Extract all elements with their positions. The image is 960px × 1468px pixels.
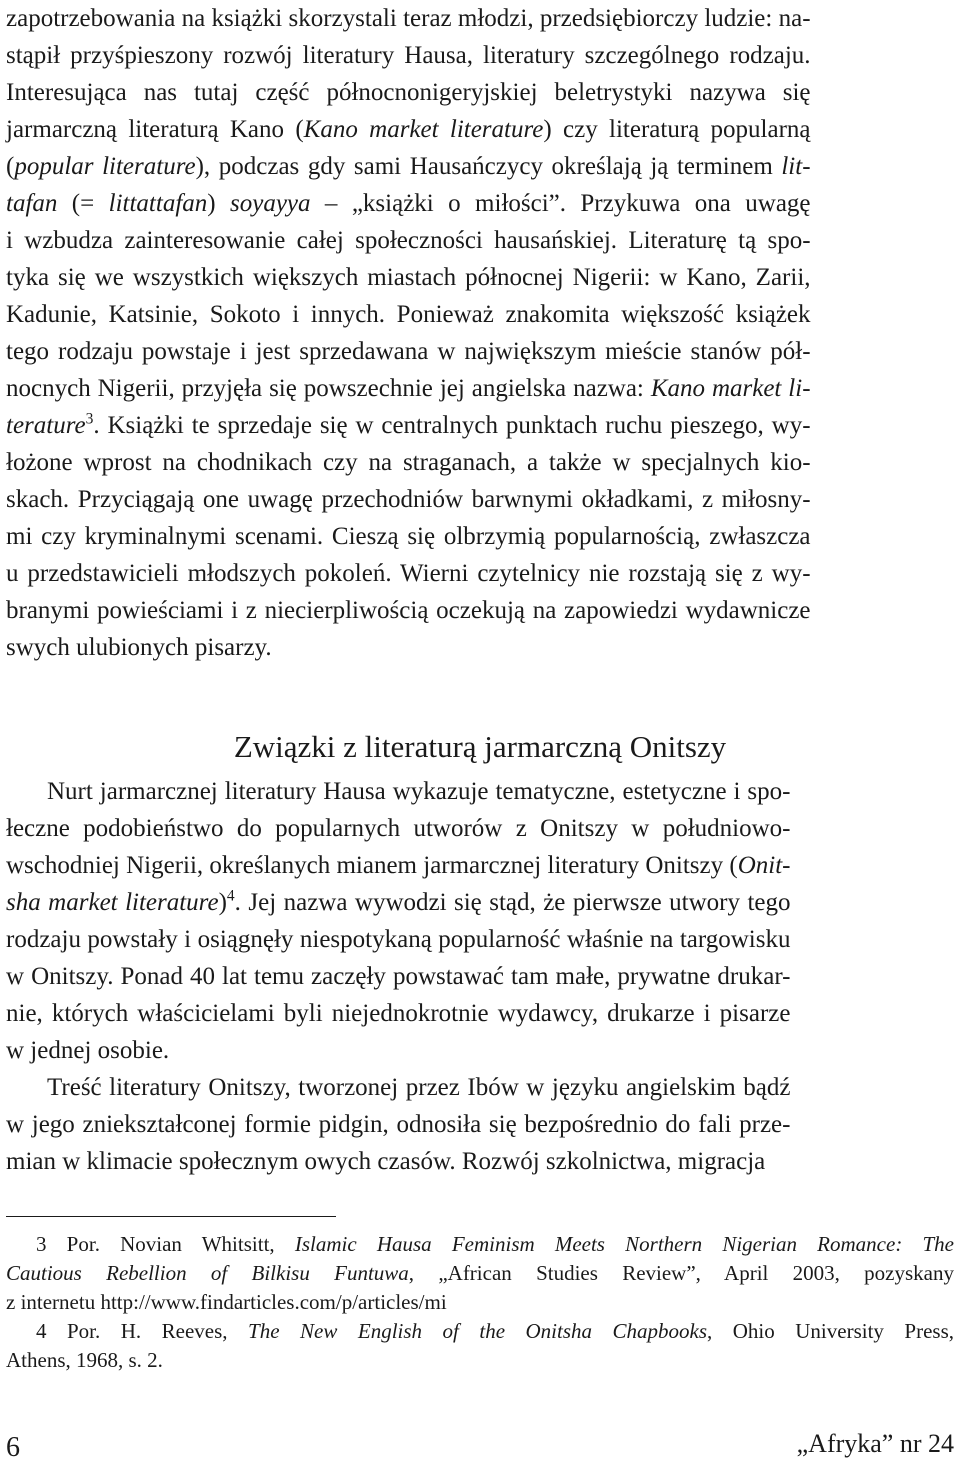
section-heading: Związki z literaturą jarmarczną Onitszy: [233, 729, 727, 764]
text-line: u przedstawicieli młodszych pokoleń. Wierni czytelnicy nie rozstają się z wy-: [6, 560, 811, 587]
text-line: jarmarczną literaturą Kano (Kano market literature) czy literaturą popularną: [6, 116, 811, 143]
text-line: mi czy kryminalnymi scenami. Cieszą się olbrzymią popularnością, zwłaszcza: [6, 523, 811, 550]
text-line: i wzbudza zainteresowanie całej społeczności hausańskiej. Literaturę tą spo-: [6, 227, 811, 254]
text-line: nie, których właścicielami byli niejednokrotnie wydawcy, drukarze i pisarze: [6, 1000, 791, 1027]
footnote-reference: 4: [226, 887, 235, 905]
text-line: skach. Przyciągają one uwagę przechodniów barwnymi okładkami, z miłosny-: [6, 486, 811, 513]
paragraph-top: [6, 0, 811, 666]
footnote: [6, 1230, 954, 1317]
italic-span: The New English of the Onitsha Chapbooks: [248, 1319, 708, 1343]
paragraph-2: [6, 1069, 790, 1180]
italic-span: Cautious Rebellion of Bilkisu Funtuwa: [6, 1261, 409, 1285]
text-line: Kadunie, Katsinie, Sokoto i innych. Ponieważ znakomita większość książek: [6, 301, 811, 328]
italic-span: littattafan: [108, 190, 208, 217]
italic-span: Islamic Hausa Feminism Meets Northern Nigerian Romance: The: [294, 1232, 954, 1256]
italic-span: Kano market literature: [303, 116, 544, 143]
text-line: wschodniej Nigerii, określanych mianem jarmarcznej literatury Onitszy (Onit-: [6, 852, 791, 879]
italic-span: soyayya: [230, 190, 311, 217]
text-line: stąpił przyśpieszony rozwój literatury Hausa, literatury szczególnego rodzaju.: [6, 42, 811, 69]
footnote: [6, 1317, 954, 1375]
text-line: branymi powieściami i z niecierpliwością oczekują na zapowiedzi wydawnicze: [6, 597, 811, 624]
italic-span: Onit-: [737, 852, 791, 879]
text-line: nocnych Nigerii, przyjęła się powszechnie jej angielska nazwa: Kano market li-: [6, 375, 811, 402]
footnote-number: 4: [36, 1319, 47, 1343]
text-line: tafan (= littattafan) soyayya – „książki o miłości”. Przykuwa ona uwagę: [6, 190, 811, 217]
text-line: tyka się we wszystkich większych miastach północnej Nigerii: w Kano, Zarii,: [6, 264, 811, 291]
text-line: w Onitszy. Ponad 40 lat temu zaczęły powstawać tam małe, prywatne drukar-: [6, 963, 791, 990]
footnote-line: Cautious Rebellion of Bilkisu Funtuwa, „African Studies Review”, April 2003, pozyskany: [6, 1261, 954, 1285]
footnotes: [6, 1230, 954, 1375]
text-line: Interesująca nas tutaj część północnonigeryjskiej beletrystyki nazywa się: [6, 79, 811, 106]
text-line: sha market literature)$^4$. Jej nazwa wywodzi się stąd, że pierwsze utwory tego: [6, 887, 791, 916]
footnote-line: 4 Por. H. Reeves, The New English of the Onitsha Chapbooks, Ohio University Press,: [6, 1317, 954, 1346]
text-line: łeczne podobieństwo do popularnych utworów z Onitszy w południowo-: [6, 815, 791, 842]
section-body: [6, 773, 790, 1180]
italic-span: tafan: [6, 190, 58, 217]
text-line: w jednej osobie.: [6, 1037, 170, 1064]
footnote-number: 3: [36, 1232, 47, 1256]
footnote-reference: 3: [85, 410, 94, 428]
page-number: 6: [6, 1432, 20, 1463]
text-line: zapotrzebowania na książki skorzystali teraz młodzi, przedsiębiorczy ludzie: na-: [6, 5, 811, 32]
italic-span: Kano market li-: [650, 375, 811, 402]
footnote-rule: [6, 1216, 336, 1217]
italic-span: lit-: [781, 153, 811, 180]
italic-span: popular literature: [14, 153, 196, 180]
text-line: rodzaju powstały i osiągnęły niespotykaną popularność właśnie na targowisku: [6, 926, 791, 953]
text-line: Nurt jarmarcznej literatury Hausa wykazuje tematyczne, estetyczne i spo-: [47, 778, 791, 805]
paragraph-1: [6, 773, 790, 1069]
text-line: w jego zniekształconej formie pidgin, odnosiła się bezpośrednio do fali prze-: [6, 1111, 791, 1138]
text-line: terature$^3$. Książki te sprzedaje się w centralnych punktach ruchu pieszego, wy-: [6, 410, 811, 439]
text-line: mian w klimacie społecznym owych czasów. Rozwój szkolnictwa, migracja: [6, 1148, 766, 1175]
running-title: „Afryka” nr 24: [796, 1429, 954, 1458]
text-line: łożone wprost na chodnikach czy na straganach, a także w specjalnych kio-: [6, 449, 811, 476]
text-line: swych ulubionych pisarzy.: [6, 634, 272, 661]
italic-span: sha market literature: [6, 889, 219, 916]
text-line: tego rodzaju powstaje i jest sprzedawana w największym mieście stanów pół-: [6, 338, 811, 365]
text-line: Treść literatury Onitszy, tworzonej przez Ibów w języku angielskim bądź: [47, 1074, 791, 1101]
text-line: (popular literature), podczas gdy sami Hausańczycy określają ją terminem lit-: [6, 153, 811, 180]
italic-span: terature: [6, 412, 86, 439]
footnote-line: 3 Por. Novian Whitsitt, Islamic Hausa Feminism Meets Northern Nigerian Romance: The: [6, 1230, 954, 1259]
footnote-line: z internetu http://www.findarticles.com/p/articles/mi: [6, 1290, 447, 1314]
footnote-line: Athens, 1968, s. 2.: [6, 1348, 163, 1372]
